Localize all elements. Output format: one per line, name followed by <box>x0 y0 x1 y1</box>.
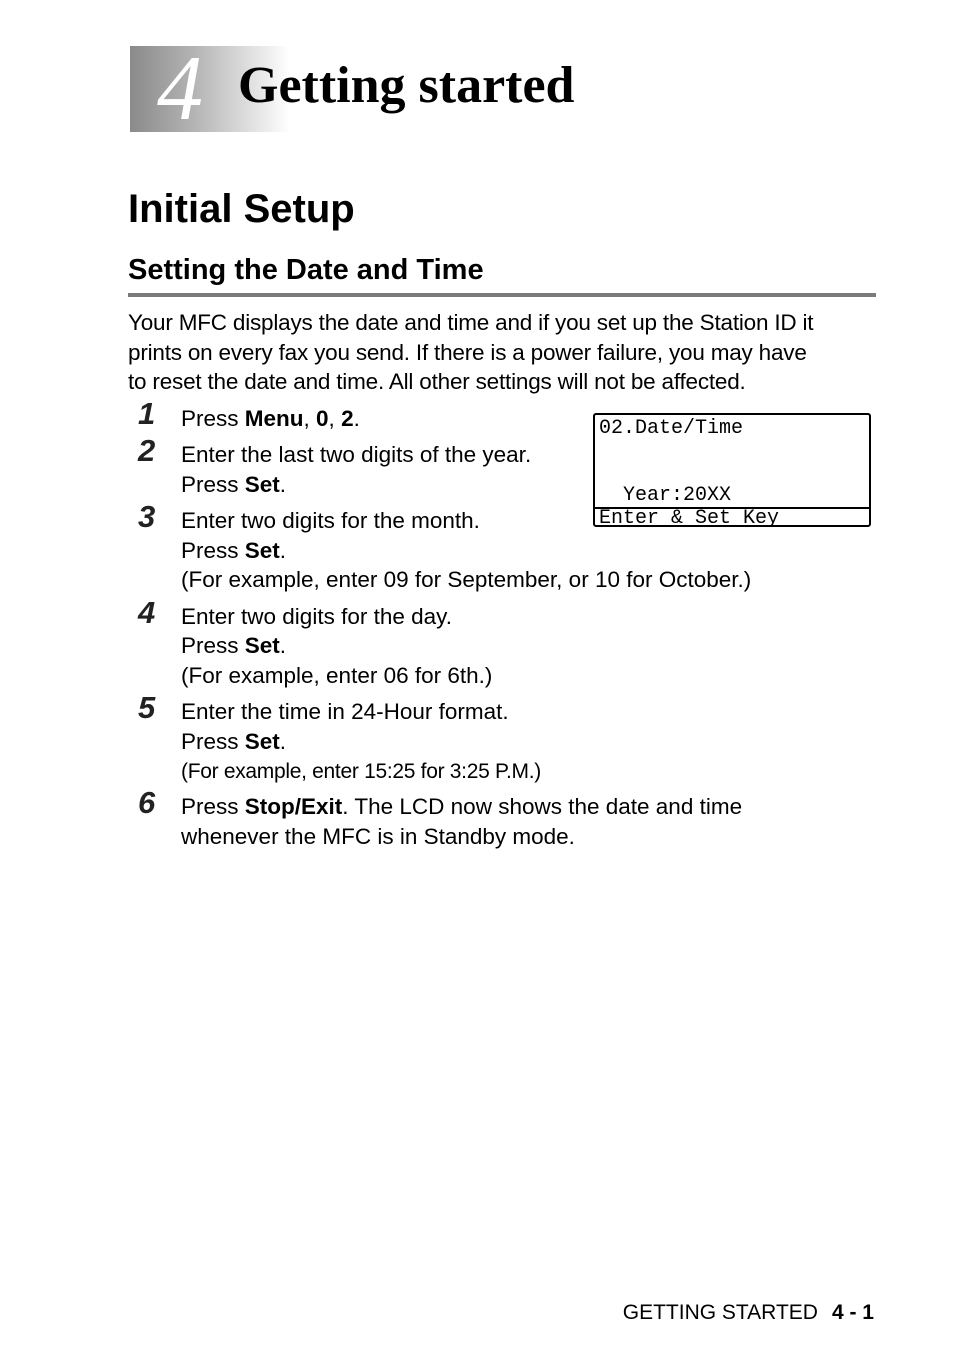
page-number: 4 - 1 <box>831 1301 874 1324</box>
intro-line: to reset the date and time. All other settings will not be affected. <box>128 369 746 394</box>
intro-line: prints on every fax you send. If there is a power failure, you may have <box>128 339 807 365</box>
step-number: 5 <box>138 690 156 725</box>
subsection-rule <box>128 293 876 297</box>
chapter-number: 4 <box>157 37 203 139</box>
step-number: 4 <box>138 595 156 630</box>
step-line: Enter two digits for the month. <box>181 508 480 533</box>
set-key: Set <box>244 472 280 497</box>
step-line: Enter two digits for the day. <box>181 604 452 629</box>
lcd-line-1: 02.Date/Time <box>599 417 744 440</box>
step-line: Press Set. <box>181 538 287 563</box>
subsection-title: Setting the Date and Time <box>128 254 484 286</box>
step-line: (For example, enter 09 for September, or 10 for October.) <box>181 567 752 592</box>
intro-line: Your MFC displays the date and time and if you set up the Station ID it <box>128 310 814 335</box>
step-number: 2 <box>138 433 156 468</box>
footer-label: GETTING STARTED <box>622 1301 818 1324</box>
lcd-display <box>593 413 871 530</box>
stop-exit-key: Stop/Exit <box>244 794 343 819</box>
step-line: (For example, enter 06 for 6th.) <box>181 663 493 688</box>
step-line: Press Stop/Exit. The LCD now shows the date and time <box>181 794 743 819</box>
step-line: Enter the time in 24-Hour format. <box>181 699 509 724</box>
set-key: Set <box>244 729 280 754</box>
set-key: Set <box>244 538 280 563</box>
step-line: Press Menu, 0, 2. <box>181 406 360 431</box>
two-key: 2 <box>341 406 354 431</box>
zero-key: 0 <box>316 406 329 431</box>
step-line: Press Set. <box>181 633 287 658</box>
section-title: Initial Setup <box>128 187 355 231</box>
chapter-title: Getting started <box>238 57 575 114</box>
step-line: Enter the last two digits of the year. <box>181 442 532 467</box>
lcd-line-3: Enter & Set Key <box>595 507 869 529</box>
step-line: (For example, enter 15:25 for 3:25 P.M.) <box>181 760 541 783</box>
step-line: Press Set. <box>181 472 287 497</box>
step-number: 1 <box>138 396 156 431</box>
lcd-line-2: Year:20XX <box>599 484 732 507</box>
step-line: Press Set. <box>181 729 287 754</box>
set-key: Set <box>244 633 280 658</box>
step-number: 3 <box>138 499 156 534</box>
intro-paragraph <box>128 308 888 397</box>
page-footer <box>623 1300 874 1326</box>
menu-key: Menu <box>244 406 304 431</box>
step-line: whenever the MFC is in Standby mode. <box>181 824 575 849</box>
step-number: 6 <box>138 785 156 820</box>
